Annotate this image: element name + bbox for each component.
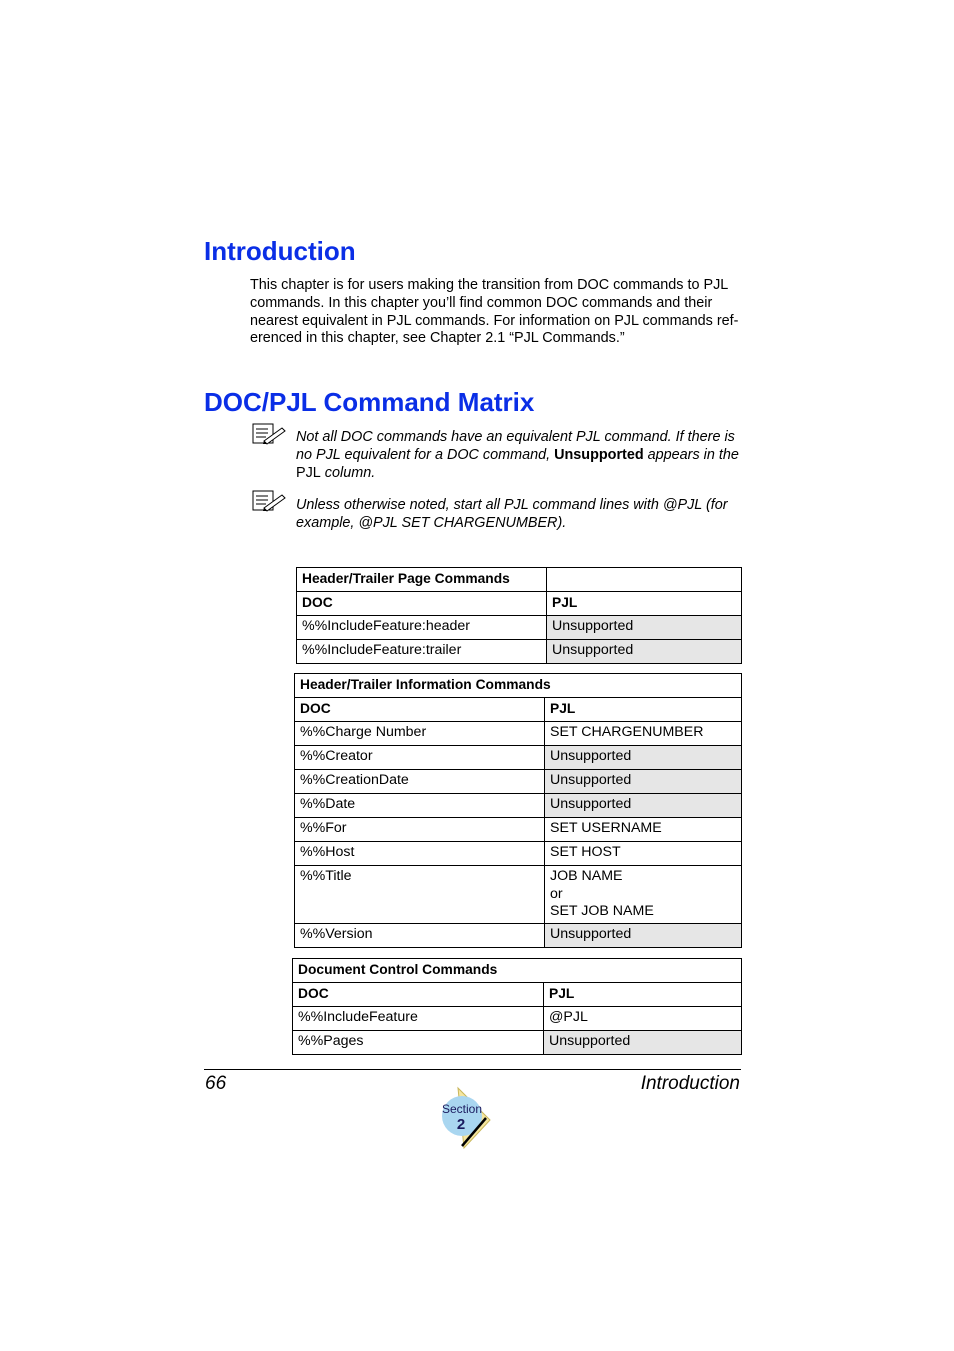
- table-row: [295, 818, 742, 842]
- note-text: column.: [320, 464, 376, 481]
- doc-cell: %%Pages: [293, 1031, 544, 1055]
- page-number: 66: [205, 1073, 227, 1094]
- intro-line: commands. In this chapter you’ll find common DOC commands and their: [250, 294, 713, 311]
- note-pencil-icon: [252, 490, 286, 512]
- pjl-cell: SET CHARGENUMBER: [545, 722, 742, 746]
- pjl-cell: [545, 866, 742, 924]
- table-row: [297, 640, 742, 664]
- table-row: [295, 722, 742, 746]
- doc-cell: %%IncludeFeature:header: [297, 616, 547, 640]
- pjl-cell-line: SET JOB NAME: [550, 903, 654, 919]
- section-tab-number: 2: [456, 1116, 466, 1133]
- column-header-pjl: PJL: [544, 983, 742, 1007]
- note-text: appears in the: [643, 446, 739, 463]
- section-tab-label: Section: [441, 1102, 483, 1116]
- note-line: [296, 447, 756, 465]
- column-header-pjl: PJL: [545, 698, 742, 722]
- matrix-heading: DOC/PJL Command Matrix: [204, 387, 535, 417]
- pjl-cell: Unsupported: [545, 770, 742, 794]
- table-row: [295, 866, 742, 924]
- document-control-table: [292, 958, 742, 1055]
- table-row: [293, 1031, 742, 1055]
- table-row: [295, 794, 742, 818]
- intro-line: This chapter is for users making the transition from DOC commands to PJL: [250, 277, 729, 293]
- doc-cell: %%Creator: [295, 746, 545, 770]
- table-row: [295, 746, 742, 770]
- note-line: Not all DOC commands have an equivalent PJL command. If there is: [296, 429, 735, 445]
- note-pjl-prefix: [296, 497, 756, 533]
- header-trailer-information-table: [294, 673, 742, 948]
- table-row: [295, 770, 742, 794]
- table-title: Header/Trailer Page Commands: [297, 568, 547, 592]
- table-row: [297, 616, 742, 640]
- doc-cell: %%Version: [295, 924, 545, 948]
- pjl-cell-line: or: [550, 885, 563, 902]
- doc-cell: %%CreationDate: [295, 770, 545, 794]
- pjl-cell: Unsupported: [547, 616, 742, 640]
- doc-cell: %%Charge Number: [295, 722, 545, 746]
- pjl-cell: SET HOST: [545, 842, 742, 866]
- pjl-cell: @PJL: [544, 1007, 742, 1031]
- note-line: Unless otherwise noted, start all PJL command lines with @PJL (for: [296, 497, 728, 513]
- column-header-doc: DOC: [293, 983, 544, 1007]
- note-unsupported: [296, 429, 756, 482]
- doc-cell: %%For: [295, 818, 545, 842]
- column-header-doc: DOC: [295, 698, 545, 722]
- doc-cell: %%Date: [295, 794, 545, 818]
- footer-rule: [204, 1069, 741, 1070]
- doc-cell: %%Host: [295, 842, 545, 866]
- introduction-heading: Introduction: [204, 236, 356, 266]
- table-title: Document Control Commands: [293, 959, 742, 983]
- pjl-cell: Unsupported: [545, 924, 742, 948]
- section-tab-icon: [438, 1086, 492, 1150]
- header-trailer-page-table: [296, 567, 742, 664]
- doc-cell: %%Title: [295, 866, 545, 924]
- pjl-cell: Unsupported: [545, 794, 742, 818]
- pjl-cell: Unsupported: [547, 640, 742, 664]
- pjl-cell: SET USERNAME: [545, 818, 742, 842]
- pjl-cell: Unsupported: [544, 1031, 742, 1055]
- column-header-doc: DOC: [297, 592, 547, 616]
- table-row: [295, 842, 742, 866]
- table-title: Header/Trailer Information Commands: [295, 674, 742, 698]
- footer-chapter-title: Introduction: [640, 1073, 740, 1094]
- intro-line: nearest equivalent in PJL commands. For information on PJL commands ref-: [250, 312, 739, 329]
- doc-cell: %%IncludeFeature: [293, 1007, 544, 1031]
- column-header-pjl: PJL: [547, 592, 742, 616]
- note-pencil-icon: [252, 423, 286, 445]
- pjl-cell-line: JOB NAME: [550, 868, 623, 884]
- doc-cell: %%IncludeFeature:trailer: [297, 640, 547, 664]
- table-row: [293, 1007, 742, 1031]
- table-row: [295, 924, 742, 948]
- intro-line: erenced in this chapter, see Chapter 2.1 “PJL Commands.”: [250, 330, 625, 347]
- note-line: example, @PJL SET CHARGENUMBER).: [296, 514, 567, 531]
- pjl-cell: Unsupported: [545, 746, 742, 770]
- intro-paragraph: [250, 277, 750, 348]
- note-upright-term: PJL: [296, 464, 321, 481]
- note-line: [296, 465, 756, 483]
- table-title-empty-cell: [547, 568, 742, 592]
- note-bold-term: Unsupported: [554, 446, 644, 463]
- note-text: no PJL equivalent for a DOC command,: [296, 446, 555, 463]
